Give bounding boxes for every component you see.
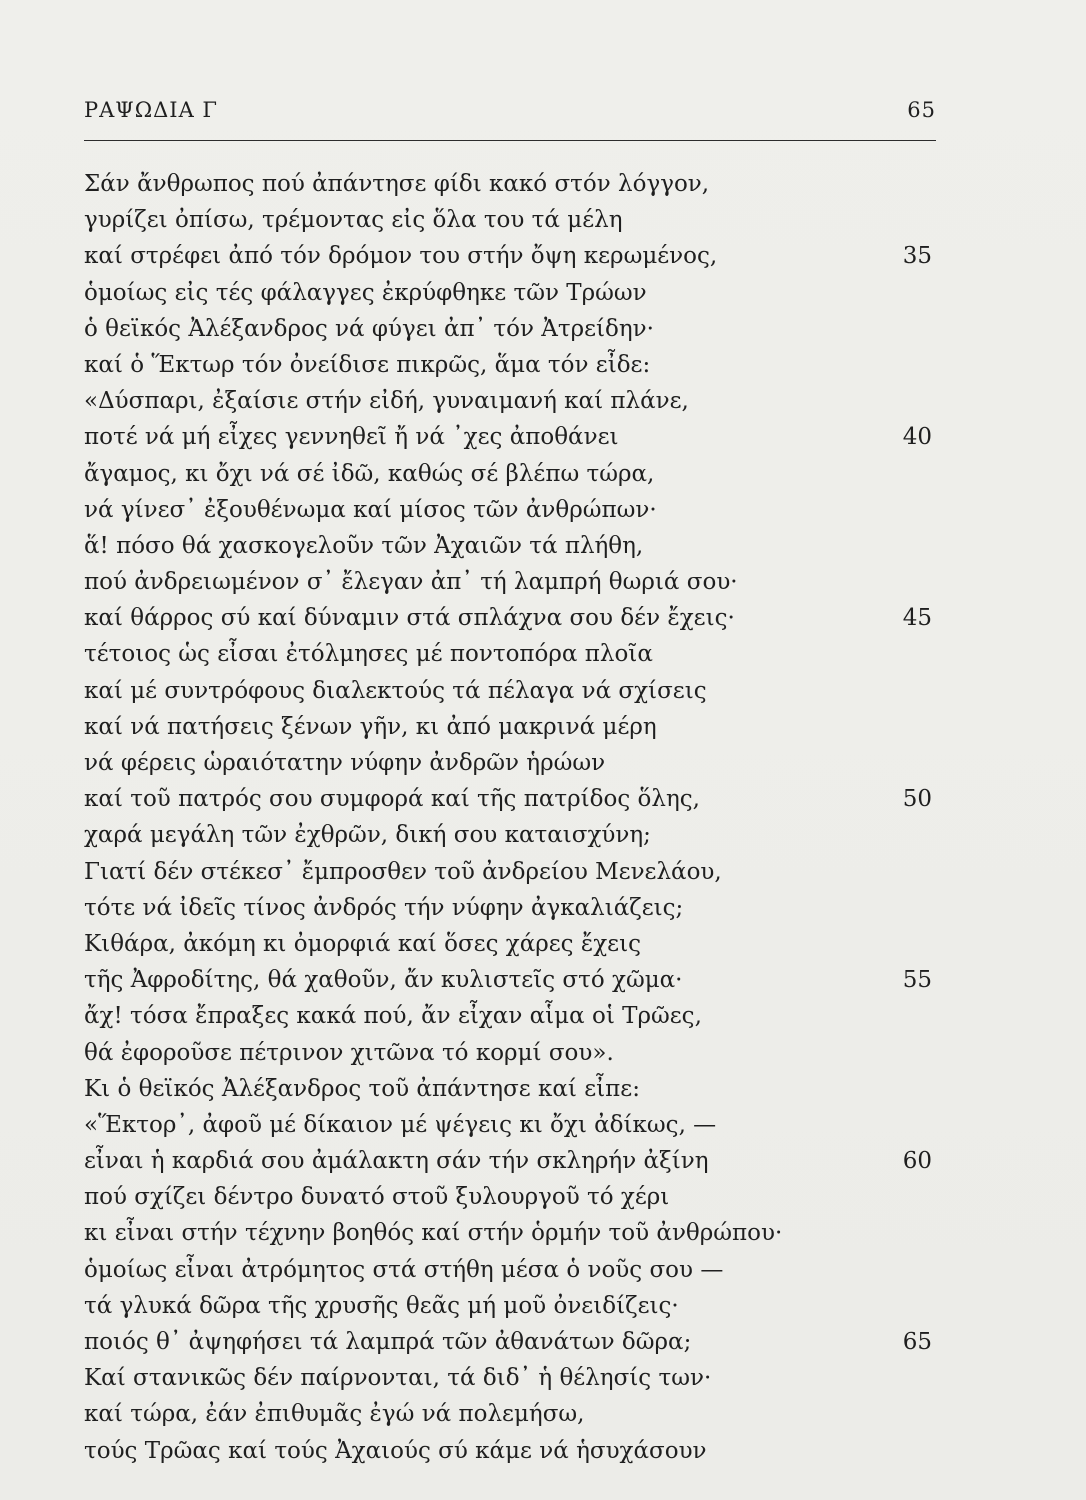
running-head xyxy=(84,98,936,134)
verse-text: Κι ὁ θεϊκός Ἀλέξανδρος τοῦ ἀπάντησε καί εἶπε: xyxy=(84,1075,640,1102)
verse-text: χαρά μεγάλη τῶν ἐχθρῶν, δική σου καταισχύνη; xyxy=(84,822,651,849)
verse-line xyxy=(84,1179,944,1215)
verse-line xyxy=(84,1071,944,1107)
verse-line xyxy=(84,1396,944,1432)
verse-text: ποιός θ᾿ ἀψηφήσει τά λαμπρά τῶν ἀθανάτων δῶρα; xyxy=(84,1329,692,1355)
verse-line xyxy=(84,854,944,890)
verse-line xyxy=(84,998,944,1034)
verse-text: γυρίζει ὀπίσω, τρέμοντας εἰς ὅλα του τά μέλη xyxy=(84,207,623,234)
verse-line-number: 45 xyxy=(902,605,932,632)
verse-text: τῆς Ἀφροδίτης, θά χαθοῦν, ἄν κυλιστεῖς στό χῶμα· xyxy=(84,967,683,994)
verse-text: Καί στανικῶς δέν παίρνονται, τά διδ᾿ ἡ θέλησίς των· xyxy=(84,1365,712,1392)
verse-line-number: 65 xyxy=(902,1329,932,1355)
verse-line xyxy=(84,275,944,311)
verse-line xyxy=(84,636,944,672)
verse-line xyxy=(84,1252,944,1288)
verse-line xyxy=(84,311,944,347)
header-rule xyxy=(84,140,936,141)
verse-text: «Ἕκτορ᾿, ἀφοῦ μέ δίκαιον μέ ψέγεις κι ὄχι ἀδίκως, — xyxy=(84,1111,717,1138)
verse-text: ἄχ! τόσα ἔπραξες κακά πού, ἄν εἶχαν αἷμα οἱ Τρῶες, xyxy=(84,1003,702,1030)
verse-text: καί ὁ Ἕκτωρ τόν ὀνείδισε πικρῶς, ἅμα τόν εἶδε: xyxy=(84,351,651,378)
verse-line xyxy=(84,166,944,202)
verse-line xyxy=(84,709,944,745)
verse-text: πού ἀνδρειωμένον σ᾿ ἔλεγαν ἀπ᾿ τή λαμπρή θωριά σου· xyxy=(84,569,738,596)
verse-line xyxy=(84,1215,944,1251)
verse-text: τά γλυκά δῶρα τῆς χρυσῆς θεᾶς μή μοῦ ὀνειδίζεις· xyxy=(84,1292,679,1319)
poem-text xyxy=(84,166,944,1469)
verse-text: ὁμοίως εἰς τές φάλαγγες ἐκρύφθηκε τῶν Τρώων xyxy=(84,279,647,306)
verse-line xyxy=(84,817,944,853)
verse-text: Γιατί δέν στέκεσ᾿ ἔμπροσθεν τοῦ ἀνδρείου Μενελάου, xyxy=(84,858,722,885)
verse-line xyxy=(84,564,944,600)
verse-text: εἶναι ἡ καρδιά σου ἀμάλακτη σάν τήν σκληρήν ἀξίνη xyxy=(84,1148,709,1175)
verse-line-number: 50 xyxy=(902,786,932,813)
verse-text: καί τώρα, ἐάν ἐπιθυμᾶς ἐγώ νά πολεμήσω, xyxy=(84,1401,585,1428)
verse-line xyxy=(84,347,944,383)
verse-line xyxy=(84,745,944,781)
verse-text: τούς Τρῶας καί τούς Ἀχαιούς σύ κάμε νά ἡσυχάσουν xyxy=(84,1437,707,1464)
verse-text: νά γίνεσ᾿ ἐξουθένωμα καί μίσος τῶν ἀνθρώπων· xyxy=(84,496,657,523)
verse-text: νά φέρεις ὡραιότατην νύφην ἀνδρῶν ἡρώων xyxy=(84,750,606,776)
verse-text: ἅ! πόσο θά χασκογελοῦν τῶν Ἀχαιῶν τά πλήθη, xyxy=(84,532,644,559)
verse-line-number: 60 xyxy=(902,1148,932,1175)
verse-text: τέτοιος ὡς εἶσαι ἐτόλμησες μέ ποντοπόρα πλοῖα xyxy=(84,641,653,668)
verse-line-number: 40 xyxy=(902,424,932,451)
verse-text: ποτέ νά μή εἶχες γεννηθεῖ ἤ νά ᾽χες ἀποθάνει xyxy=(84,424,619,451)
verse-text: καί θάρρος σύ καί δύναμιν στά σπλάχνα σου δέν ἔχεις· xyxy=(84,605,735,632)
verse-text: καί μέ συντρόφους διαλεκτούς τά πέλαγα νά σχίσεις xyxy=(84,677,707,704)
verse-text: πού σχίζει δέντρο δυνατό στοῦ ξυλουργοῦ τό χέρι xyxy=(84,1184,670,1211)
verse-text: κι εἶναι στήν τέχνην βοηθός καί στήν ὁρμήν τοῦ ἀνθρώπου· xyxy=(84,1220,783,1247)
verse-line xyxy=(84,1360,944,1396)
verse-text: καί στρέφει ἀπό τόν δρόμον του στήν ὄψη κερωμένος, xyxy=(84,243,718,270)
verse-line xyxy=(84,600,944,636)
verse-line xyxy=(84,962,944,998)
verse-text: ὁ θεϊκός Ἀλέξανδρος νά φύγει ἀπ᾿ τόν Ἀτρείδην· xyxy=(84,315,654,342)
verse-text: ἄγαμος, κι ὄχι νά σέ ἰδῶ, καθώς σέ βλέπω τώρα, xyxy=(84,460,655,487)
verse-line xyxy=(84,926,944,962)
verse-line xyxy=(84,890,944,926)
verse-line xyxy=(84,1433,944,1469)
verse-line xyxy=(84,202,944,238)
verse-line xyxy=(84,1035,944,1071)
verse-line xyxy=(84,238,944,274)
verse-text: καί τοῦ πατρός σου συμφορά καί τῆς πατρίδος ὅλης, xyxy=(84,786,700,813)
verse-line xyxy=(84,456,944,492)
verse-line xyxy=(84,1143,944,1179)
verse-line xyxy=(84,492,944,528)
chapter-title: ΡΑΨΩΔΙΑ Γ xyxy=(84,98,218,122)
verse-line xyxy=(84,528,944,564)
verse-line xyxy=(84,419,944,455)
verse-line-number: 55 xyxy=(902,967,932,994)
verse-line xyxy=(84,1324,944,1360)
verse-line xyxy=(84,383,944,419)
verse-text: ὁμοίως εἶναι ἀτρόμητος στά στήθη μέσα ὁ νοῦς σου — xyxy=(84,1256,724,1283)
verse-line xyxy=(84,1288,944,1324)
verse-text: «Δύσπαρι, ἐξαίσιε στήν εἰδή, γυναιμανή καί πλάνε, xyxy=(84,388,689,415)
verse-text: Σάν ἄνθρωπος πού ἀπάντησε φίδι κακό στόν λόγγον, xyxy=(84,171,710,197)
verse-text: τότε νά ἰδεῖς τίνος ἀνδρός τήν νύφην ἀγκαλιάζεις; xyxy=(84,894,684,921)
verse-line xyxy=(84,781,944,817)
verse-line xyxy=(84,673,944,709)
verse-text: θά ἐφοροῦσε πέτρινον χιτῶνα τό κορμί σου». xyxy=(84,1039,614,1066)
verse-line-number: 35 xyxy=(902,243,932,270)
verse-line xyxy=(84,1107,944,1143)
page-number: 65 xyxy=(907,98,936,122)
verse-text: καί νά πατήσεις ξένων γῆν, κι ἀπό μακρινά μέρη xyxy=(84,713,657,740)
verse-text: Κιθάρα, ἀκόμη κι ὀμορφιά καί ὅσες χάρες ἔχεις xyxy=(84,930,641,957)
